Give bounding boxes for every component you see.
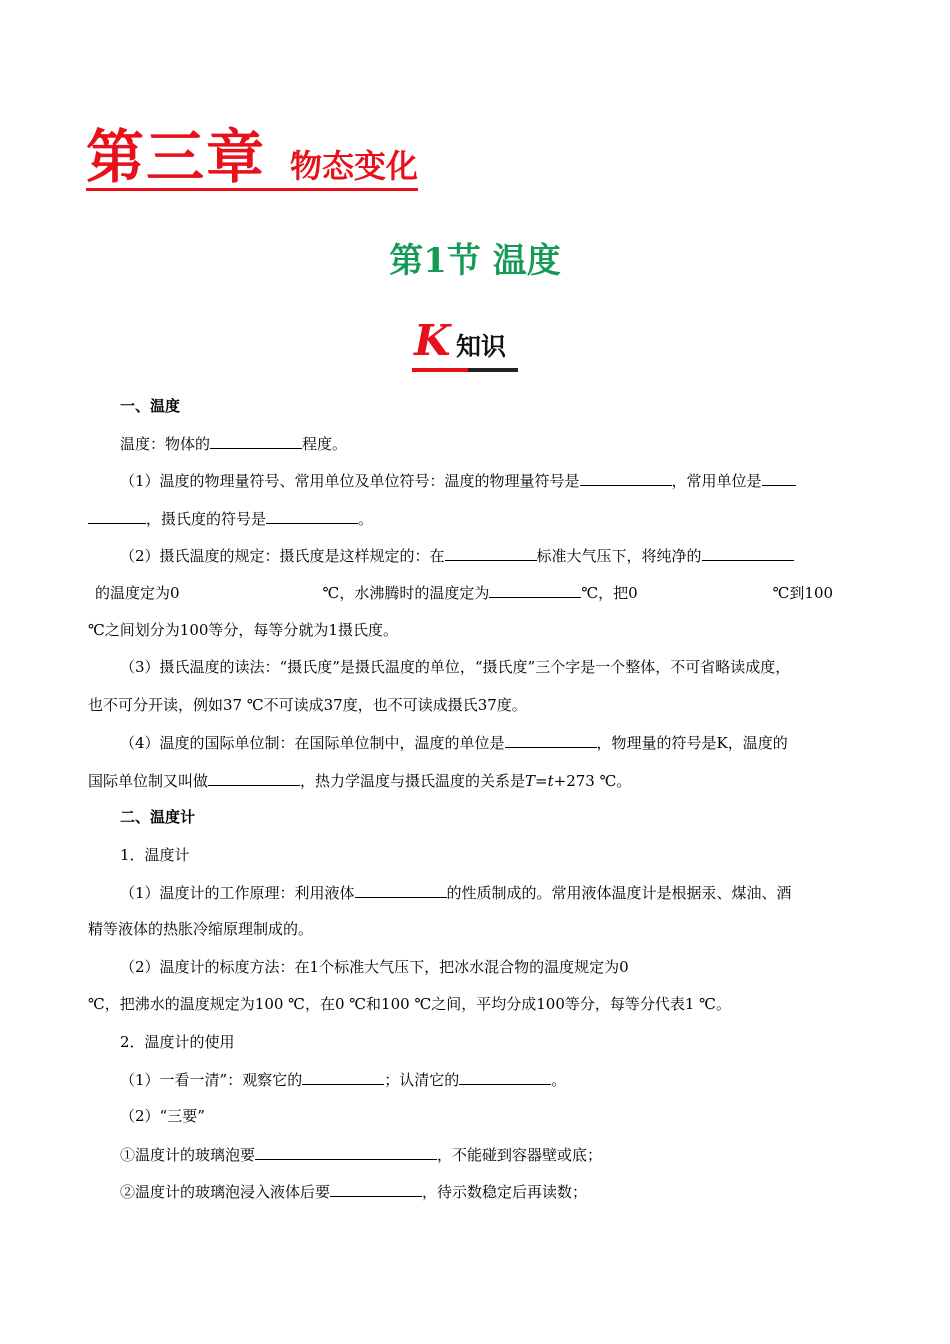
answer-blank[interactable] — [489, 581, 581, 598]
knowledge-badge — [412, 316, 518, 374]
scale-line-2: ℃，把沸水的温度规定为100 ℃，在0 ℃和100 ℃之间，平均分成100等分，每等分代表1 ℃。 — [88, 995, 731, 1013]
paragraph-4-line-2: 国际单位制又叫做 ，热力学温度与摄氏温度的关系是T=t+273 ℃。 — [88, 769, 631, 792]
answer-blank[interactable] — [330, 1180, 422, 1197]
principle-line-1: （1）温度计的工作原理：利用液体 的性质制成的。常用液体温度计是根据汞、煤油、酒 — [120, 881, 792, 904]
answer-blank[interactable] — [459, 1068, 551, 1085]
symbol-t: t — [547, 772, 554, 790]
definition-line: 温度：物体的 程度。 — [120, 432, 347, 455]
subheading-thermometer: 1．温度计 — [120, 846, 190, 864]
paragraph-1-line-1: （1）温度的物理量符号、常用单位及单位符号：温度的物理量符号是 ，常用单位是 — [120, 469, 796, 492]
heading-thermometer: 二、温度计 — [120, 808, 196, 826]
badge-label: 知识 — [456, 332, 507, 361]
answer-blank[interactable] — [355, 881, 447, 898]
scale-line-1: （2）温度计的标度方法：在1个标准大气压下，把冰水混合物的温度规定为0 — [120, 958, 629, 976]
answer-blank[interactable] — [266, 507, 358, 524]
paragraph-4-line-1: （4）温度的国际单位制：在国际单位制中，温度的单位是 ，物理量的符号是K，温度的 — [120, 731, 788, 754]
rule-1: ①温度计的玻璃泡要 ，不能碰到容器壁或底； — [120, 1143, 602, 1166]
chapter-title — [86, 123, 419, 191]
subheading-usage: 2．温度计的使用 — [120, 1033, 235, 1051]
chapter-number: 第三章 — [86, 123, 267, 191]
paragraph-2-line-2: 的温度定为0 ℃，水沸腾时的温度定为 ℃，把0 ℃到100 — [95, 581, 833, 604]
answer-blank[interactable] — [762, 469, 796, 486]
answer-blank[interactable] — [505, 731, 597, 748]
answer-blank[interactable] — [208, 769, 300, 786]
rule-2: ②温度计的玻璃泡浸入液体后要 ，待示数稳定后再读数； — [120, 1180, 587, 1203]
paragraph-3-line-1: （3）摄氏温度的读法：“摄氏度”是摄氏温度的单位，“摄氏度”三个字是一个整体，不可省略读成度， — [120, 658, 791, 676]
answer-blank[interactable] — [88, 507, 146, 524]
answer-blank[interactable] — [255, 1143, 437, 1160]
paragraph-2-line-3: ℃之间划分为100等分，每等分就为1摄氏度。 — [88, 621, 398, 639]
heading-temperature: 一、温度 — [120, 397, 181, 415]
symbol-T: T — [525, 772, 536, 790]
chapter-name: 物态变化 — [290, 147, 419, 185]
paragraph-3-line-2: 也不可分开读，例如37 ℃不可读成37度，也不可读成摄氏37度。 — [88, 696, 527, 714]
badge-underline-red — [412, 368, 468, 372]
badge-letter: K — [414, 316, 451, 365]
answer-blank[interactable] — [445, 544, 537, 561]
paragraph-1-line-2: ，摄氏度的符号是 。 — [88, 507, 373, 530]
usage-line-1: （1）一看一清”：观察它的 ；认清它的 。 — [120, 1068, 566, 1091]
principle-line-2: 精等液体的热胀冷缩原理制成的。 — [88, 920, 314, 938]
answer-blank[interactable] — [702, 544, 794, 561]
usage-line-2: （2）“三要” — [120, 1107, 205, 1125]
answer-blank[interactable] — [580, 469, 672, 486]
section-title: 第1节 温度 — [389, 241, 561, 281]
answer-blank[interactable] — [210, 432, 302, 449]
paragraph-2-line-1: （2）摄氏温度的规定：摄氏度是这样规定的：在 标准大气压下，将纯净的 — [120, 544, 794, 567]
badge-underline-dark — [468, 368, 518, 372]
answer-blank[interactable] — [302, 1068, 384, 1085]
